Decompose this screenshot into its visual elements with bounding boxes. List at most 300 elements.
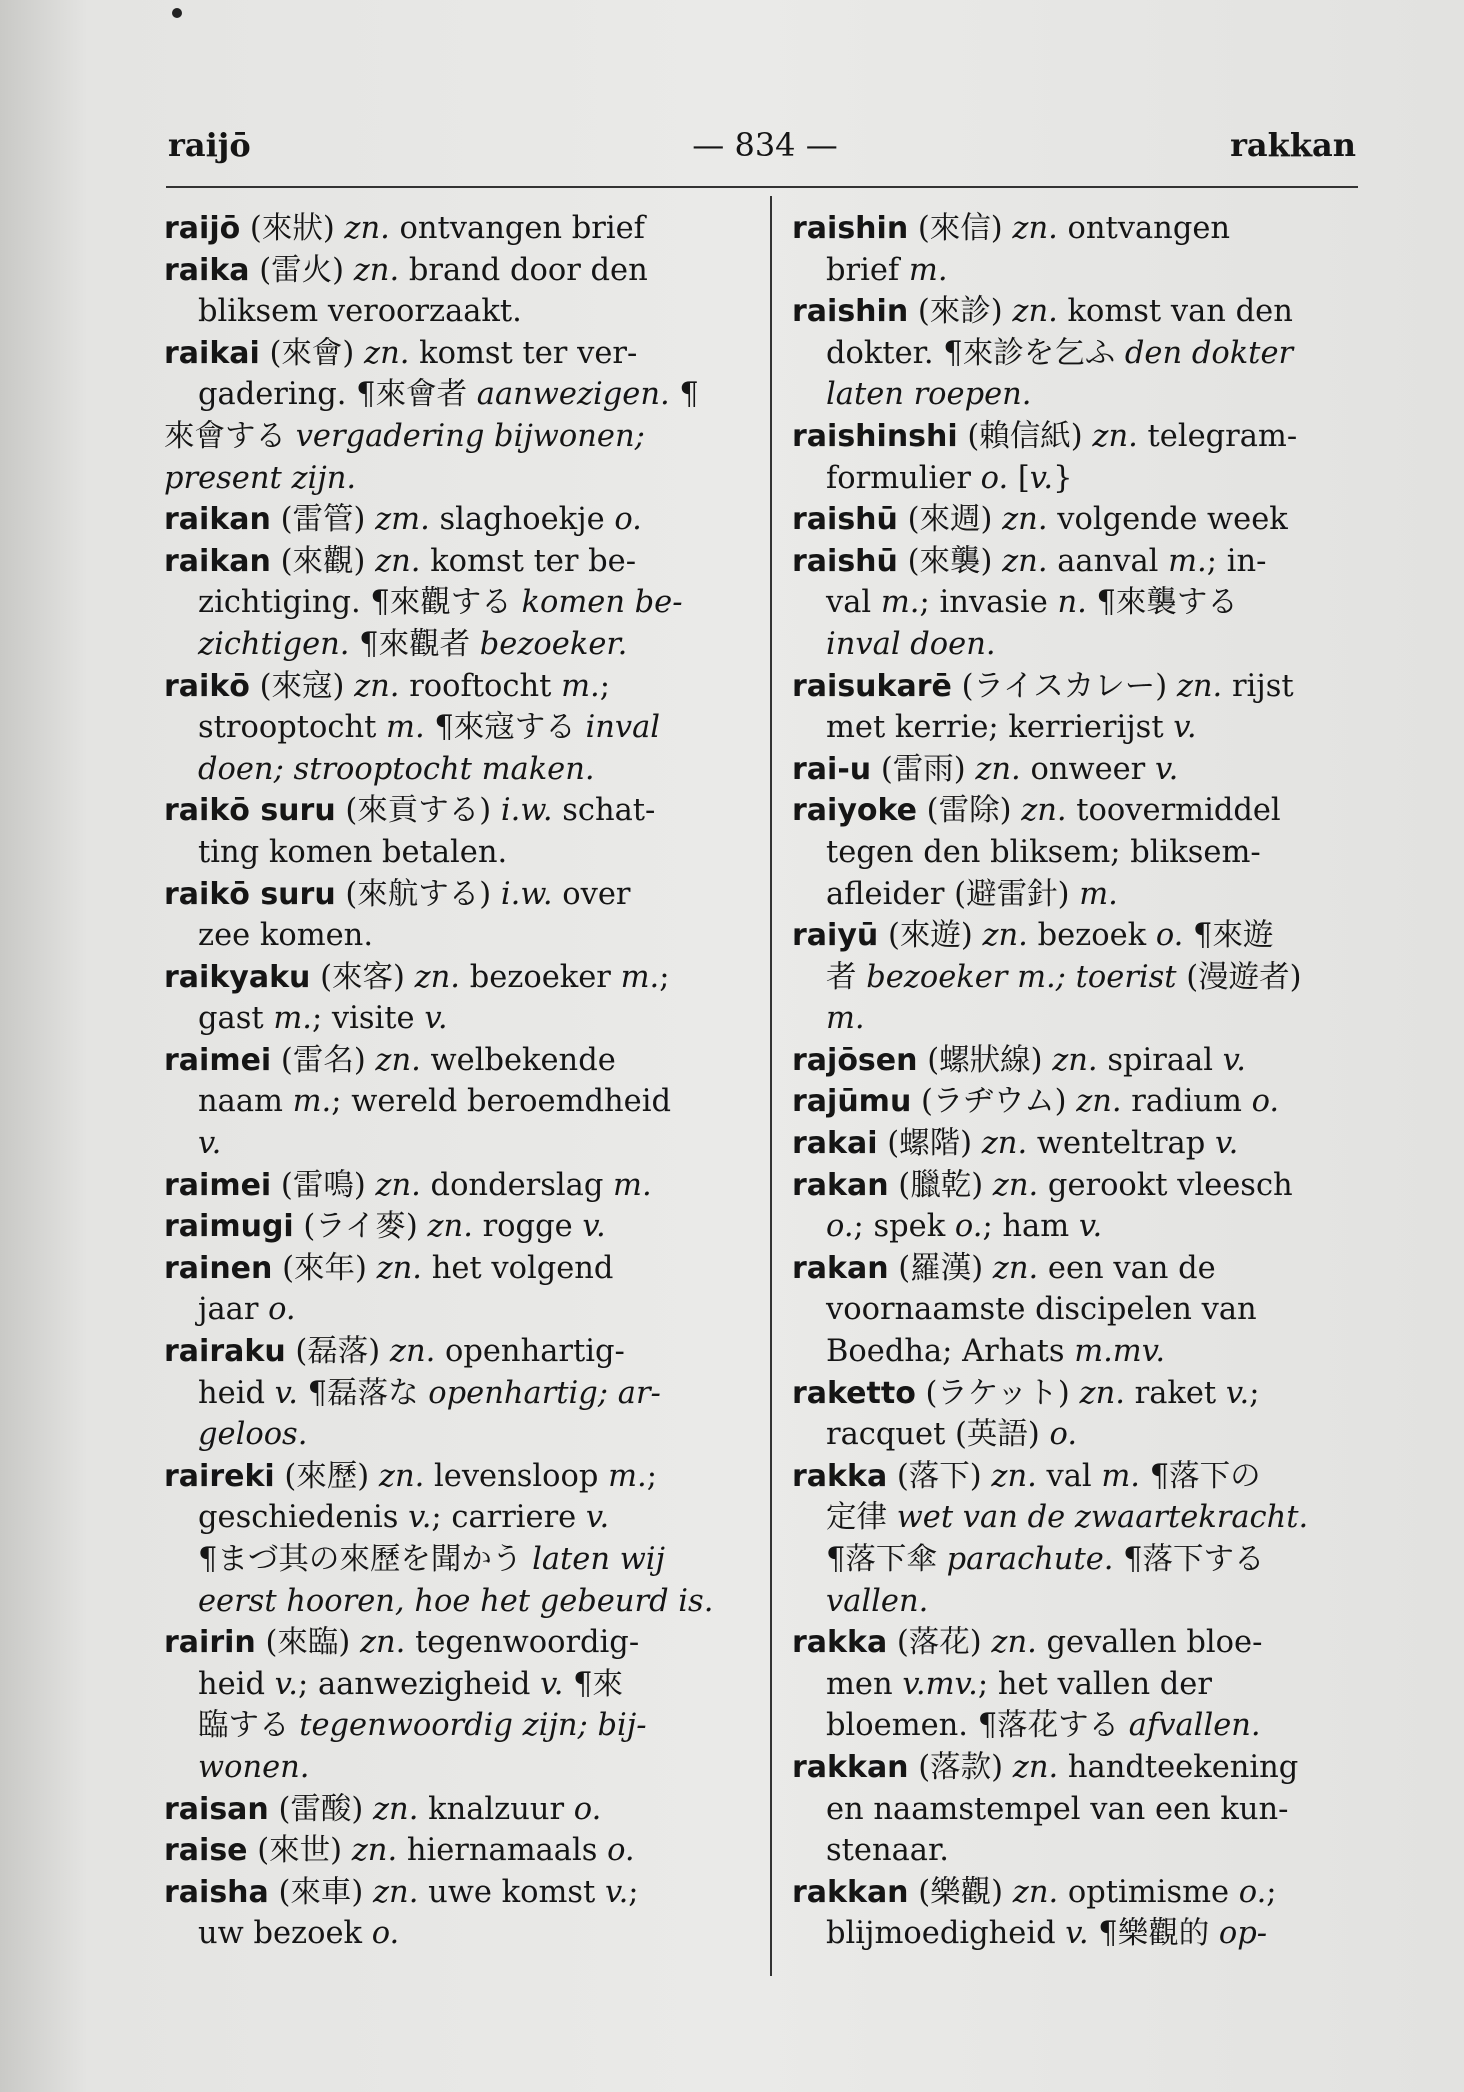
dictionary-entry-line xyxy=(792,666,1370,708)
entry-text: ¶ xyxy=(669,377,699,413)
italic-text: zn. xyxy=(353,252,400,288)
dictionary-entry-line xyxy=(792,291,1370,333)
italic-text: vallen. xyxy=(826,1583,929,1619)
entry-text: val xyxy=(826,585,881,621)
entry-text: zee komen. xyxy=(198,918,374,954)
entry-continuation-line xyxy=(792,957,1370,999)
italic-text: m. xyxy=(620,959,660,995)
headword: rakkan xyxy=(792,1749,909,1785)
italic-text: bezoeker m.; toerist xyxy=(866,959,1177,995)
entry-text: (雷雨) xyxy=(871,751,976,787)
entry-text: ; carriere xyxy=(431,1500,586,1536)
dictionary-entry-line xyxy=(164,250,754,292)
headword: raimugi xyxy=(164,1209,294,1245)
italic-text: zn. xyxy=(1079,1375,1125,1411)
italic-text: zn. xyxy=(364,335,410,371)
entry-text: welbekende xyxy=(420,1042,616,1078)
entry-text: (來航する) xyxy=(335,876,501,912)
entry-text: ; het vallen der xyxy=(977,1666,1212,1702)
entry-text: (ラヂウム) xyxy=(911,1084,1077,1120)
entry-text: (雷酸) xyxy=(268,1791,373,1827)
entry-text: [ xyxy=(1008,460,1030,496)
italic-text: wonen. xyxy=(198,1749,310,1785)
entry-continuation-line xyxy=(792,1789,1370,1831)
dictionary-entry-line xyxy=(792,1165,1370,1207)
italic-text: o. xyxy=(614,502,642,538)
entry-text: 定律 xyxy=(826,1500,897,1536)
headword: raireki xyxy=(164,1458,275,1494)
entry-continuation-line xyxy=(164,1081,754,1123)
italic-text: zn. xyxy=(975,751,1021,787)
entry-continuation-line xyxy=(164,1289,754,1331)
entry-text: knalzuur xyxy=(418,1791,574,1827)
italic-text: m. xyxy=(826,1001,865,1037)
entry-text: volgende week xyxy=(1047,502,1288,538)
entry-text: bliksem veroorzaakt. xyxy=(198,294,522,330)
italic-text: inval xyxy=(585,710,661,746)
italic-text: openhartig; ar- xyxy=(428,1375,661,1411)
dictionary-entry-line xyxy=(164,333,754,375)
entry-text: ¶まづ其の來歷を聞かう xyxy=(198,1542,533,1577)
entry-continuation-line xyxy=(164,707,754,749)
italic-text: o. xyxy=(1238,1874,1267,1910)
italic-text: komen be- xyxy=(521,585,683,621)
entry-text: heid xyxy=(198,1666,275,1702)
italic-text: zn. xyxy=(992,1167,1039,1203)
italic-text: i.w. xyxy=(500,793,553,829)
entry-continuation-line xyxy=(792,832,1370,874)
entry-continuation-line xyxy=(792,582,1370,624)
italic-text: o. xyxy=(1155,918,1184,954)
entry-text: (螺狀線) xyxy=(917,1042,1053,1078)
entry-text: wenteltrap xyxy=(1027,1126,1215,1162)
italic-text: m. xyxy=(273,1001,312,1037)
dictionary-entry-line xyxy=(164,1165,754,1207)
italic-text: m. xyxy=(386,710,425,746)
italic-text: geloos. xyxy=(198,1417,308,1453)
headword: raketto xyxy=(792,1375,916,1411)
entry-continuation-line xyxy=(164,1705,754,1747)
italic-text: laten wij xyxy=(532,1542,666,1577)
italic-text: zn. xyxy=(389,1334,436,1370)
dictionary-entry-line xyxy=(164,499,754,541)
headword: raiyū xyxy=(792,918,879,954)
italic-text: o. xyxy=(1049,1417,1078,1453)
entry-text: rooftocht xyxy=(399,668,562,704)
entry-text: (來襲) xyxy=(897,543,1003,579)
entry-text: racquet (英語) xyxy=(826,1417,1050,1453)
entry-text: ; visite xyxy=(311,1001,425,1037)
entry-text: (來遊) xyxy=(878,918,983,954)
italic-text: v. xyxy=(1078,1209,1103,1245)
italic-text: zn. xyxy=(375,1042,421,1078)
italic-text: bezoeker. xyxy=(479,626,628,662)
entry-continuation-line xyxy=(792,1206,1370,1248)
entry-text: (落款) xyxy=(908,1749,1013,1785)
italic-text: v. xyxy=(540,1666,564,1702)
entry-text: schat- xyxy=(552,793,656,829)
entry-continuation-line xyxy=(792,1539,1370,1581)
headword: raika xyxy=(164,252,250,288)
entry-text: jaar xyxy=(198,1292,269,1328)
entry-text: ¶磊落な xyxy=(297,1375,429,1411)
headword: rakan xyxy=(792,1250,889,1286)
entry-text: (羅漢) xyxy=(888,1250,993,1286)
dictionary-entry-line xyxy=(792,1747,1370,1789)
entry-text: donderslag xyxy=(420,1167,614,1203)
headword: raimei xyxy=(164,1167,272,1203)
italic-text: doen; strooptocht maken. xyxy=(198,751,595,787)
entry-text: radium xyxy=(1121,1084,1252,1120)
right-column xyxy=(792,208,1370,1955)
italic-text: zn. xyxy=(1002,502,1048,538)
entry-continuation-line xyxy=(164,998,754,1040)
entry-continuation-line xyxy=(792,250,1370,292)
italic-text: zn. xyxy=(372,1791,419,1827)
entry-text: (雷鳴) xyxy=(271,1167,376,1203)
headword: raiyoke xyxy=(792,793,917,829)
entry-continuation-line xyxy=(792,1830,1370,1872)
entry-continuation-line xyxy=(792,458,1370,500)
dictionary-entry-line xyxy=(164,790,754,832)
dictionary-entry-line xyxy=(792,499,1370,541)
entry-text: strooptocht xyxy=(198,710,387,746)
headword: rakan xyxy=(792,1167,889,1203)
entry-text: uw bezoek xyxy=(198,1916,372,1952)
italic-text: tegenwoordig zijn; bij- xyxy=(299,1708,647,1744)
italic-text: v. xyxy=(1154,751,1179,787)
headword: raikan xyxy=(164,502,271,538)
dictionary-entry-line xyxy=(792,1081,1370,1123)
entry-text: (雷火) xyxy=(249,252,354,288)
entry-text: het volgend xyxy=(422,1250,614,1286)
headword: raishin xyxy=(792,211,909,246)
italic-text: m. xyxy=(561,668,600,704)
entry-text: (來會) xyxy=(259,335,365,371)
dictionary-entry-line xyxy=(164,1331,754,1373)
entry-text: (ライスカレー) xyxy=(951,668,1177,704)
entry-text: ontvangen xyxy=(1057,211,1231,246)
entry-continuation-line xyxy=(164,1581,754,1623)
entry-text: (來信) xyxy=(908,211,1013,246)
entry-text: 者 xyxy=(826,959,867,995)
entry-text: } xyxy=(1053,460,1073,496)
entry-text: ; invasie xyxy=(919,585,1058,621)
italic-text: zn. xyxy=(1012,1749,1059,1785)
entry-text: raket xyxy=(1124,1375,1226,1411)
column-divider xyxy=(770,196,772,1976)
dictionary-entry-line xyxy=(792,749,1370,791)
entry-continuation-line xyxy=(164,832,754,874)
headword: rainen xyxy=(164,1250,273,1286)
entry-continuation-line xyxy=(164,374,754,416)
headword: raikan xyxy=(164,543,271,579)
italic-text: zn. xyxy=(344,211,390,246)
italic-text: v. xyxy=(1173,710,1197,746)
italic-text: v. xyxy=(1029,460,1054,496)
entry-text: ; xyxy=(659,959,670,995)
entry-continuation-line xyxy=(792,874,1370,916)
entry-text: gast xyxy=(198,1001,274,1037)
entry-text: afleider (避雷針) xyxy=(826,876,1080,912)
entry-text: ; ham xyxy=(982,1209,1079,1245)
dictionary-entry-line xyxy=(164,1789,754,1831)
entry-text: toovermiddel xyxy=(1066,793,1281,829)
italic-text: v. xyxy=(582,1209,606,1245)
italic-text: den dokter xyxy=(1124,335,1294,371)
entry-text: (來客) xyxy=(310,959,415,995)
entry-continuation-line xyxy=(164,1913,754,1955)
entry-text: ¶來 xyxy=(563,1666,624,1702)
italic-text: v. xyxy=(1222,1042,1246,1078)
headword: raikyaku xyxy=(164,959,311,995)
entry-text: (雷名) xyxy=(271,1042,376,1078)
entry-text: ¶來觀者 xyxy=(349,626,480,662)
entry-text: (漫遊者) xyxy=(1176,959,1302,995)
entry-text: hiernamaals xyxy=(397,1833,608,1869)
entry-text: 臨する xyxy=(198,1708,300,1744)
running-head-left: raijō xyxy=(168,126,251,164)
entry-continuation-line xyxy=(164,749,754,791)
entry-text: (螺階) xyxy=(877,1126,982,1162)
dictionary-entry-line xyxy=(792,541,1370,583)
entry-text: (來貢する) xyxy=(335,793,501,829)
headword: raikai xyxy=(164,335,260,371)
dictionary-entry-line xyxy=(164,208,754,250)
entry-text: gadering. ¶來會者 xyxy=(198,377,477,413)
italic-text: zn. xyxy=(1176,668,1223,704)
italic-text: o. xyxy=(980,460,1009,496)
italic-text: m. xyxy=(1079,876,1118,912)
italic-text: o. xyxy=(826,1209,854,1245)
entry-text: telegram- xyxy=(1137,418,1298,454)
italic-text: laten roepen. xyxy=(826,377,1032,413)
headword: rairin xyxy=(164,1625,256,1661)
headword: raishinshi xyxy=(792,418,958,454)
dictionary-entry-line xyxy=(792,1373,1370,1415)
entry-text: ; xyxy=(599,668,611,704)
headword: raikō xyxy=(164,668,250,704)
entry-text: dokter. ¶來診を乞ふ xyxy=(826,335,1125,371)
italic-text: zn. xyxy=(372,1874,419,1910)
italic-text: eerst hooren, hoe het gebeurd is. xyxy=(198,1583,714,1619)
dictionary-entry-line xyxy=(164,1872,754,1914)
italic-text: v. xyxy=(585,1500,610,1536)
italic-text: op- xyxy=(1218,1916,1268,1952)
entry-text: komst van den xyxy=(1057,294,1293,330)
entry-continuation-line xyxy=(164,291,754,333)
entry-text: ¶樂觀的 xyxy=(1088,1916,1219,1952)
italic-text: v. xyxy=(424,1001,448,1037)
entry-text: ¶來寇する xyxy=(424,710,586,746)
entry-text: ; xyxy=(646,1458,658,1494)
entry-text: (來車) xyxy=(268,1874,373,1910)
italic-text: parachute. xyxy=(946,1542,1114,1577)
italic-text: zn. xyxy=(359,1625,406,1661)
entry-text: tegenwoordig- xyxy=(405,1625,640,1661)
italic-text: vergadering bijwonen; xyxy=(295,418,645,454)
entry-text: aanval xyxy=(1047,543,1169,579)
dictionary-entry-line xyxy=(792,1040,1370,1082)
italic-text: zn. xyxy=(991,1458,1037,1494)
italic-text: aanwezigen. xyxy=(476,377,670,413)
italic-text: n. xyxy=(1057,585,1087,621)
entry-text: (來年) xyxy=(272,1250,377,1286)
italic-text: i.w. xyxy=(500,876,553,912)
entry-text: (來觀) xyxy=(270,543,376,579)
entry-continuation-line xyxy=(792,1705,1370,1747)
entry-text: (來狀) xyxy=(240,211,345,246)
italic-text: v. xyxy=(408,1500,432,1536)
dictionary-entry-line xyxy=(792,208,1370,250)
entry-text: gevallen bloe- xyxy=(1036,1625,1263,1661)
entry-text: stenaar. xyxy=(826,1833,949,1869)
headword: rakka xyxy=(792,1458,888,1494)
entry-text: komst ter be- xyxy=(420,543,637,579)
entry-text: (來診) xyxy=(908,294,1013,330)
italic-text: m. xyxy=(1101,1458,1140,1494)
entry-text: (來臨) xyxy=(255,1625,360,1661)
headword: raishū xyxy=(792,543,898,579)
entry-text: (落花) xyxy=(887,1625,992,1661)
italic-text: v. xyxy=(1065,1916,1089,1952)
running-head-right: rakkan xyxy=(1230,126,1356,164)
entry-text: ¶來襲する xyxy=(1086,585,1238,621)
entry-text: onweer xyxy=(1020,751,1155,787)
entry-text: handteekening xyxy=(1058,1749,1299,1785)
dictionary-entry-line xyxy=(792,790,1370,832)
entry-text: rijst xyxy=(1222,668,1294,704)
italic-text: o. xyxy=(268,1292,296,1328)
italic-text: m. xyxy=(908,252,948,288)
dictionary-entry-line xyxy=(164,1622,754,1664)
dictionary-entry-line xyxy=(164,957,754,999)
entry-continuation-line xyxy=(164,1373,754,1415)
italic-text: o. xyxy=(1251,1084,1280,1120)
entry-continuation-line xyxy=(792,374,1370,416)
entry-text: (來寇) xyxy=(249,668,355,704)
dictionary-entry-line xyxy=(792,1622,1370,1664)
entry-text: spiraal xyxy=(1097,1042,1223,1078)
entry-continuation-line xyxy=(164,1539,754,1581)
entry-text: brief xyxy=(826,252,909,288)
entry-text: (來週) xyxy=(897,502,1003,538)
entry-text: komst ter ver- xyxy=(409,335,638,371)
entry-text: (ラケット) xyxy=(915,1375,1080,1411)
italic-text: zn. xyxy=(1076,1084,1122,1120)
italic-text: zn. xyxy=(1092,418,1138,454)
italic-text: zn. xyxy=(414,959,461,995)
entry-text: ; xyxy=(1249,1375,1260,1411)
dictionary-entry-line xyxy=(164,541,754,583)
entry-continuation-line xyxy=(164,416,754,458)
entry-text: (落下) xyxy=(887,1458,992,1494)
entry-text: men xyxy=(826,1666,903,1702)
entry-text: tegen den bliksem; bliksem- xyxy=(826,834,1261,870)
dictionary-entry-line xyxy=(164,1248,754,1290)
entry-continuation-line xyxy=(792,1913,1370,1955)
entry-text: ; in- xyxy=(1206,543,1267,579)
entry-text: ¶落下する xyxy=(1113,1542,1265,1577)
entry-text: (磊落) xyxy=(285,1334,390,1370)
headword: rakkan xyxy=(792,1874,909,1910)
italic-text: zn. xyxy=(376,1250,423,1286)
italic-text: zichtigen. xyxy=(198,626,350,662)
dictionary-entry-line xyxy=(792,416,1370,458)
entry-text: (雷除) xyxy=(916,793,1022,829)
dictionary-entry-line xyxy=(792,1248,1370,1290)
entry-text: optimisme xyxy=(1058,1874,1239,1910)
italic-text: m. xyxy=(880,585,920,621)
dictionary-entry-line xyxy=(792,915,1370,957)
italic-text: zn. xyxy=(981,1126,1028,1162)
entry-text: een van de xyxy=(1038,1250,1216,1286)
italic-text: zn. xyxy=(354,668,400,704)
entry-continuation-line xyxy=(164,1414,754,1456)
italic-text: v. xyxy=(274,1666,298,1702)
entry-text: heid xyxy=(198,1375,275,1411)
entry-text: slaghoekje xyxy=(429,502,615,538)
italic-text: zn. xyxy=(427,1209,473,1245)
italic-text: zn. xyxy=(351,1833,398,1869)
speck-mark xyxy=(172,8,182,18)
italic-text: inval doen. xyxy=(826,626,996,662)
entry-text: Boedha; Arhats xyxy=(826,1334,1075,1370)
entry-text: (來世) xyxy=(247,1833,352,1869)
italic-text: zn. xyxy=(1012,1874,1059,1910)
entry-text: blijmoedigheid xyxy=(826,1916,1066,1952)
dictionary-entry-line xyxy=(792,1456,1370,1498)
entry-text: val xyxy=(1036,1458,1102,1494)
dictionary-entry-line xyxy=(164,1456,754,1498)
headword: raikō suru xyxy=(164,793,336,829)
page-number: — 834 — xyxy=(692,126,838,164)
entry-text: (賴信紙) xyxy=(957,418,1093,454)
italic-text: o. xyxy=(607,1833,635,1869)
entry-text: voornaamste discipelen van xyxy=(826,1292,1257,1328)
entry-text: (來歷) xyxy=(274,1458,379,1494)
entry-continuation-line xyxy=(792,1664,1370,1706)
left-column xyxy=(164,208,754,1955)
italic-text: o. xyxy=(371,1916,400,1952)
entry-text: formulier xyxy=(826,460,981,496)
italic-text: afvallen. xyxy=(1128,1708,1261,1744)
entry-text: geschiedenis xyxy=(198,1500,409,1536)
entry-text: rogge xyxy=(472,1209,583,1245)
entry-continuation-line xyxy=(792,998,1370,1040)
entry-text: ; wereld beroemdheid xyxy=(331,1084,671,1120)
entry-text: naam xyxy=(198,1084,293,1120)
italic-text: zn. xyxy=(1002,543,1048,579)
dictionary-entry-line xyxy=(164,874,754,916)
italic-text: zn. xyxy=(992,1250,1039,1286)
entry-text: (臘乾) xyxy=(888,1167,993,1203)
entry-continuation-line xyxy=(792,1581,1370,1623)
italic-text: v. xyxy=(274,1375,298,1411)
entry-text: bezoeker xyxy=(460,959,621,995)
headword: rakai xyxy=(792,1126,878,1162)
entry-text: bloemen. ¶落花する xyxy=(826,1708,1129,1744)
italic-text: zn. xyxy=(991,1625,1037,1661)
entry-continuation-line xyxy=(164,582,754,624)
italic-text: m. xyxy=(292,1084,332,1120)
entry-text: ; xyxy=(628,1874,639,1910)
entry-continuation-line xyxy=(164,458,754,500)
entry-text: levensloop xyxy=(424,1458,609,1494)
italic-text: m.mv. xyxy=(1074,1334,1166,1370)
entry-continuation-line xyxy=(164,1664,754,1706)
dictionary-entry-line xyxy=(164,1206,754,1248)
